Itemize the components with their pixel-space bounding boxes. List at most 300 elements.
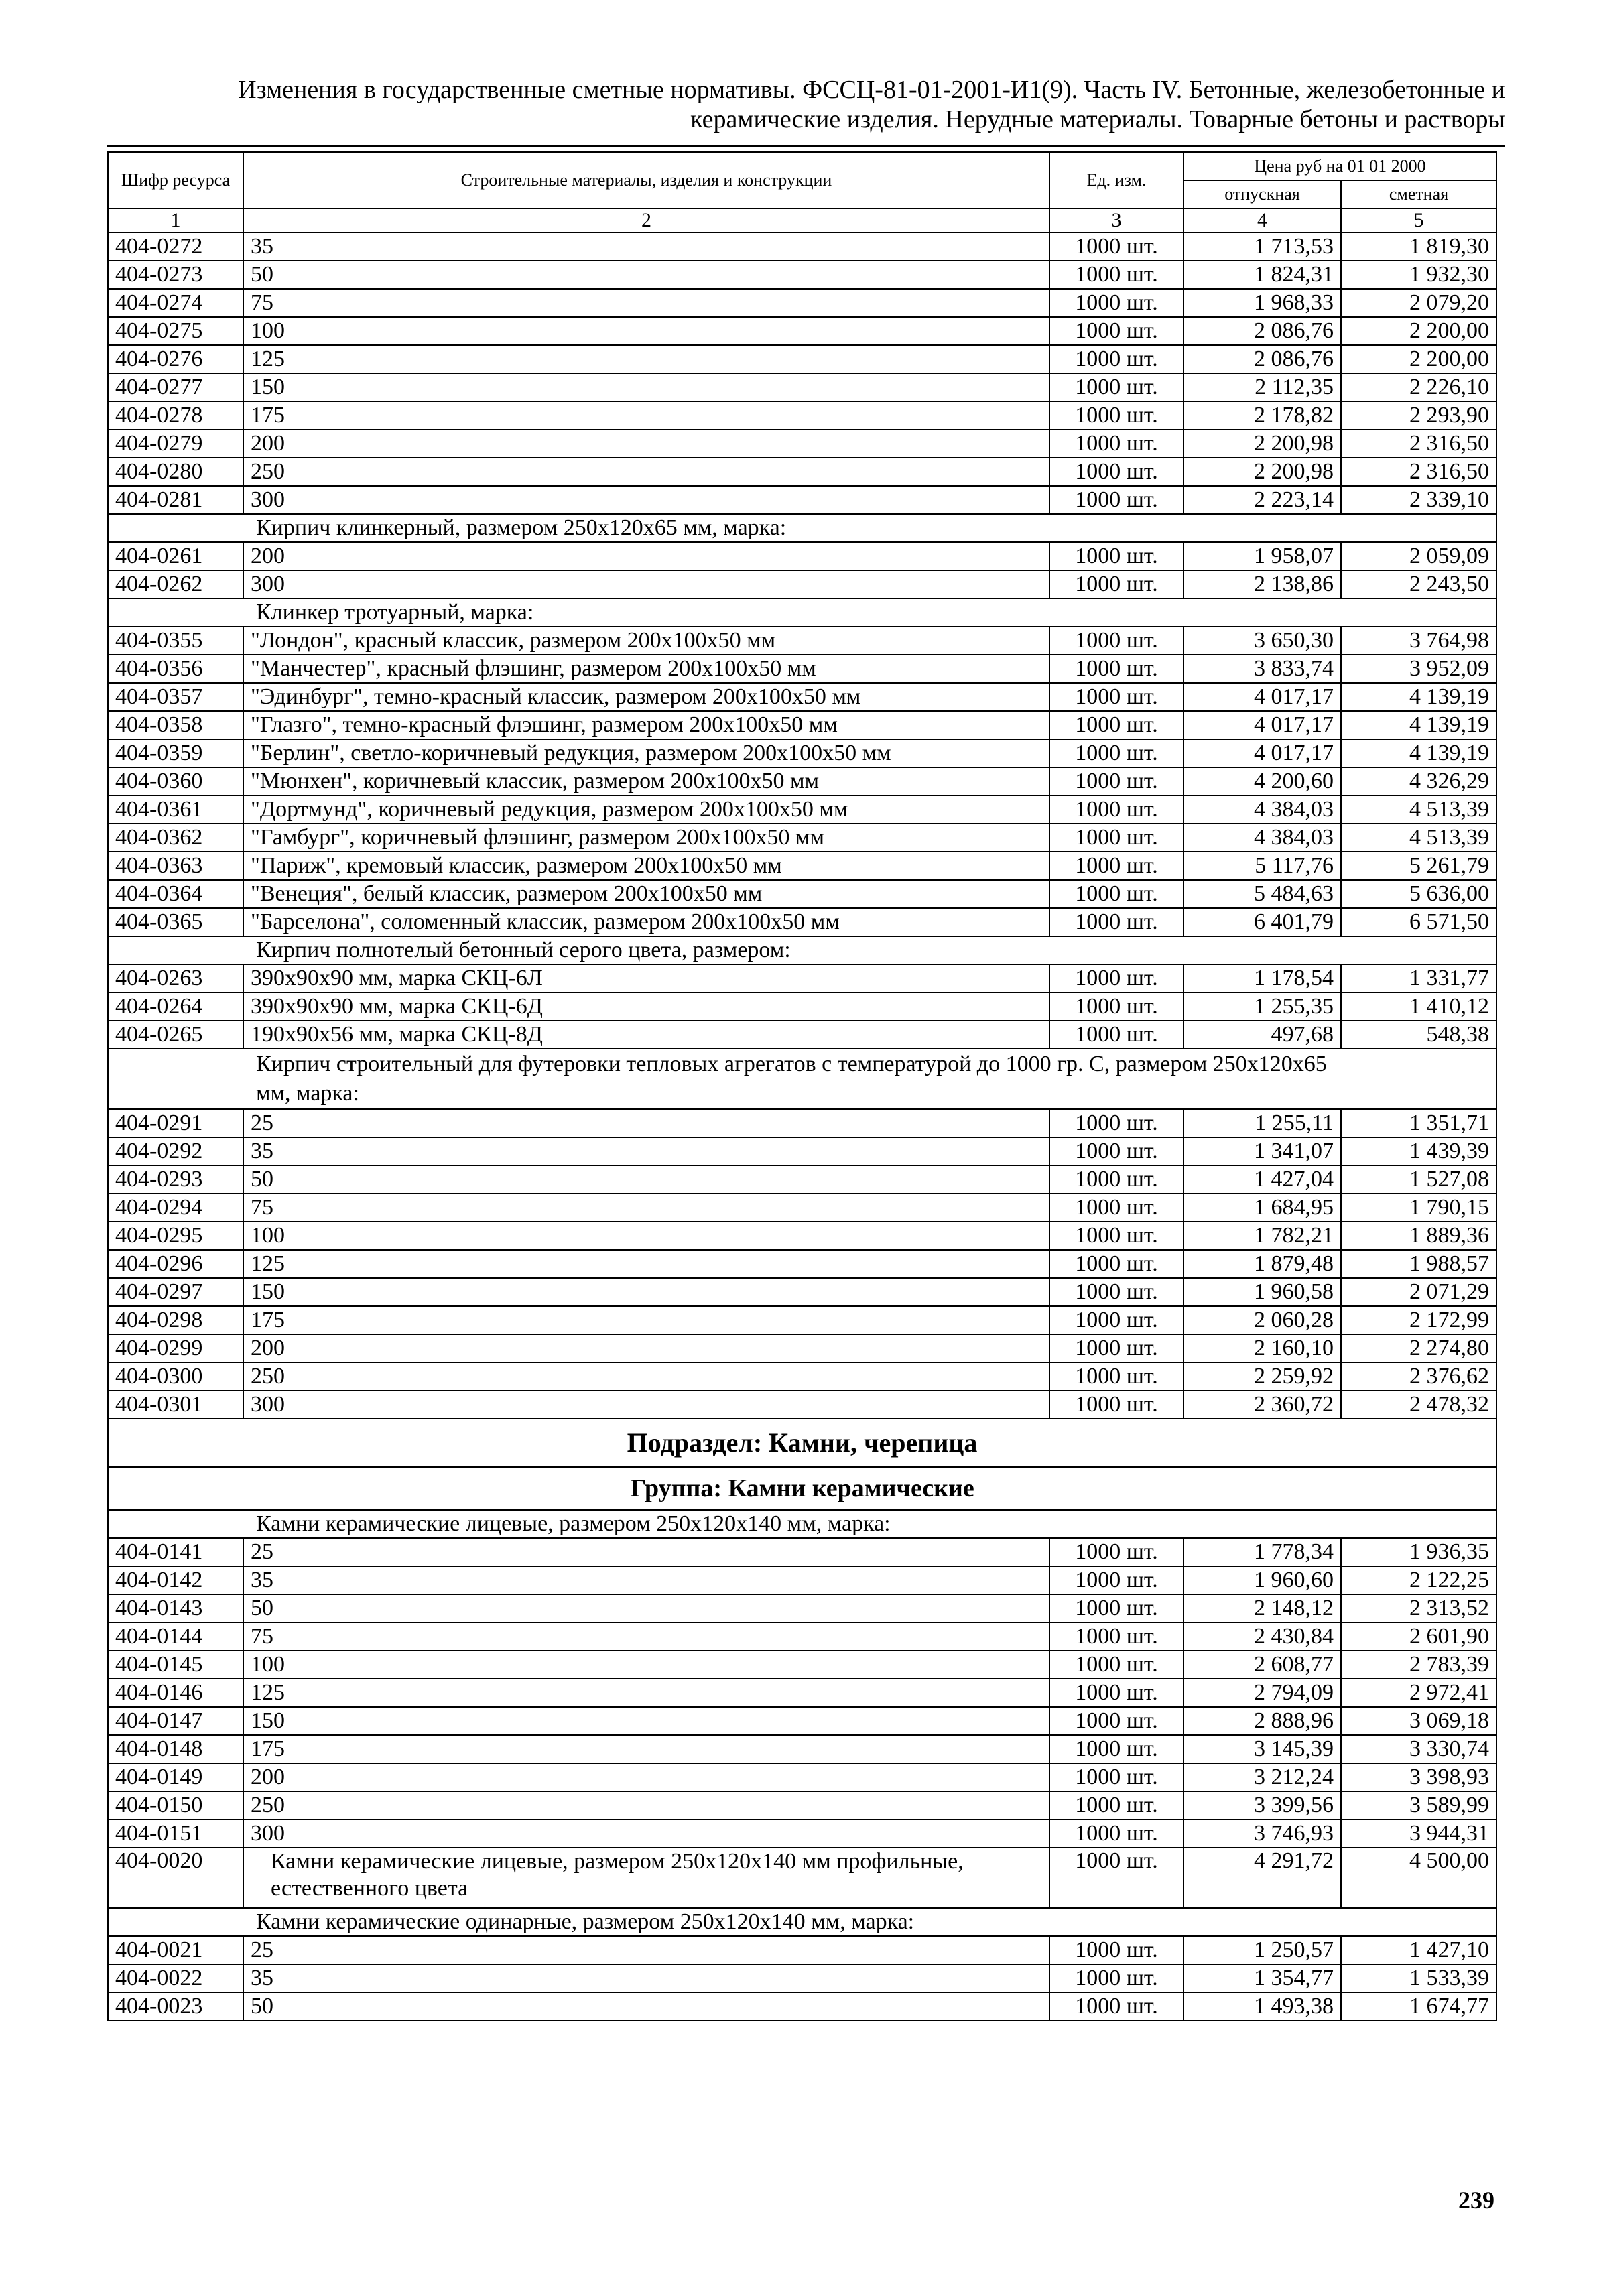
material-name: "Берлин", светло-коричневый редукция, размером 200х100х50 мм — [243, 739, 1049, 767]
material-name: "Барселона", соломенный классик, размером 200х100х50 мм — [243, 908, 1049, 936]
table-row — [108, 345, 1496, 373]
table-row — [108, 1651, 1496, 1679]
table-row — [108, 570, 1496, 598]
material-name: 300 — [243, 1391, 1049, 1419]
table-row — [108, 1538, 1496, 1566]
unit: 1000 шт. — [1049, 1538, 1184, 1566]
unit: 1000 шт. — [1049, 908, 1184, 936]
release-price: 2 086,76 — [1184, 345, 1341, 373]
unit: 1000 шт. — [1049, 486, 1184, 514]
material-name: 25 — [243, 1538, 1049, 1566]
resource-code: 404-0151 — [108, 1820, 243, 1848]
group-lead-row — [108, 1908, 1496, 1936]
resource-code: 404-0362 — [108, 824, 243, 852]
resource-code: 404-0360 — [108, 767, 243, 795]
table-row — [108, 1964, 1496, 1992]
resource-code: 404-0358 — [108, 711, 243, 739]
unit: 1000 шт. — [1049, 1137, 1184, 1165]
table-row — [108, 1992, 1496, 2021]
release-price: 2 888,96 — [1184, 1707, 1341, 1735]
release-price: 1 255,11 — [1184, 1109, 1341, 1137]
table-row — [108, 1021, 1496, 1049]
resource-code: 404-0150 — [108, 1791, 243, 1820]
unit: 1000 шт. — [1049, 1791, 1184, 1820]
table-row — [108, 430, 1496, 458]
estimate-price: 3 764,98 — [1341, 627, 1496, 655]
release-price: 4 017,17 — [1184, 739, 1341, 767]
resource-code: 404-0300 — [108, 1362, 243, 1391]
material-name: 150 — [243, 1278, 1049, 1306]
estimate-price: 1 439,39 — [1341, 1137, 1496, 1165]
table-row — [108, 908, 1496, 936]
unit: 1000 шт. — [1049, 458, 1184, 486]
table-row — [108, 1566, 1496, 1594]
group-lead-text: Камни керамические одинарные, размером 250х120х140 мм, марка: — [108, 1908, 1496, 1936]
material-name: 100 — [243, 1651, 1049, 1679]
material-name: 50 — [243, 261, 1049, 289]
group-title: Группа: Камни керамические — [108, 1467, 1496, 1510]
unit: 1000 шт. — [1049, 683, 1184, 711]
release-price: 1 960,60 — [1184, 1566, 1341, 1594]
table-row — [108, 373, 1496, 401]
material-name: 200 — [243, 542, 1049, 570]
table-row — [108, 1194, 1496, 1222]
table-row — [108, 964, 1496, 993]
column-header-release: отпускная — [1184, 180, 1341, 208]
release-price: 2 138,86 — [1184, 570, 1341, 598]
material-name: 125 — [243, 345, 1049, 373]
resource-code: 404-0279 — [108, 430, 243, 458]
material-name: 125 — [243, 1250, 1049, 1278]
estimate-price: 2 226,10 — [1341, 373, 1496, 401]
unit: 1000 шт. — [1049, 542, 1184, 570]
resource-code: 404-0364 — [108, 880, 243, 908]
group-lead-row — [108, 598, 1496, 627]
group-title-row — [108, 1467, 1496, 1510]
table-row — [108, 655, 1496, 683]
unit: 1000 шт. — [1049, 964, 1184, 993]
unit: 1000 шт. — [1049, 1763, 1184, 1791]
resource-code: 404-0356 — [108, 655, 243, 683]
unit: 1000 шт. — [1049, 824, 1184, 852]
subsection-title: Подраздел: Камни, черепица — [108, 1419, 1496, 1467]
unit: 1000 шт. — [1049, 1936, 1184, 1964]
release-price: 1 178,54 — [1184, 964, 1341, 993]
estimate-price: 4 139,19 — [1341, 711, 1496, 739]
resource-code: 404-0357 — [108, 683, 243, 711]
unit: 1000 шт. — [1049, 233, 1184, 261]
estimate-price: 3 944,31 — [1341, 1820, 1496, 1848]
table-row — [108, 1791, 1496, 1820]
unit: 1000 шт. — [1049, 1362, 1184, 1391]
table-row — [108, 261, 1496, 289]
table-row — [108, 739, 1496, 767]
resource-code: 404-0022 — [108, 1964, 243, 1992]
table-row — [108, 1334, 1496, 1362]
page-header — [107, 75, 1505, 134]
release-price: 2 148,12 — [1184, 1594, 1341, 1622]
table-row — [108, 824, 1496, 852]
release-price: 2 360,72 — [1184, 1391, 1341, 1419]
unit: 1000 шт. — [1049, 1391, 1184, 1419]
group-lead-row — [108, 514, 1496, 542]
estimate-price: 2 293,90 — [1341, 401, 1496, 430]
release-price: 4 384,03 — [1184, 824, 1341, 852]
group-lead-text: Камни керамические лицевые, размером 250х120х140 мм, марка: — [108, 1510, 1496, 1538]
resource-code: 404-0275 — [108, 317, 243, 345]
release-price: 1 684,95 — [1184, 1194, 1341, 1222]
estimate-price: 2 172,99 — [1341, 1306, 1496, 1334]
table-body — [108, 233, 1496, 2021]
table-row — [108, 458, 1496, 486]
resource-code: 404-0143 — [108, 1594, 243, 1622]
material-name: 35 — [243, 1137, 1049, 1165]
estimate-price: 1 932,30 — [1341, 261, 1496, 289]
release-price: 2 086,76 — [1184, 317, 1341, 345]
release-price: 4 017,17 — [1184, 711, 1341, 739]
resource-code: 404-0262 — [108, 570, 243, 598]
material-name: 75 — [243, 289, 1049, 317]
column-number: 1 — [108, 208, 243, 233]
table-row — [108, 289, 1496, 317]
release-price: 2 200,98 — [1184, 430, 1341, 458]
group-lead-text: Кирпич клинкерный, размером 250х120х65 мм, марка: — [108, 514, 1496, 542]
estimate-price: 1 988,57 — [1341, 1250, 1496, 1278]
unit: 1000 шт. — [1049, 1679, 1184, 1707]
table-row — [108, 1763, 1496, 1791]
material-name: "Гамбург", коричневый флэшинг, размером 200х100х50 мм — [243, 824, 1049, 852]
unit: 1000 шт. — [1049, 993, 1184, 1021]
release-price: 2 608,77 — [1184, 1651, 1341, 1679]
estimate-price: 2 122,25 — [1341, 1566, 1496, 1594]
resource-code: 404-0148 — [108, 1735, 243, 1763]
unit: 1000 шт. — [1049, 1250, 1184, 1278]
page-number: 239 — [1458, 2187, 1494, 2214]
unit: 1000 шт. — [1049, 345, 1184, 373]
release-price: 1 341,07 — [1184, 1137, 1341, 1165]
resource-code: 404-0359 — [108, 739, 243, 767]
estimate-price: 5 261,79 — [1341, 852, 1496, 880]
group-lead-row — [108, 1510, 1496, 1538]
column-header-unit: Ед. изм. — [1049, 152, 1184, 208]
unit: 1000 шт. — [1049, 1306, 1184, 1334]
material-name: 50 — [243, 1594, 1049, 1622]
table-row — [108, 486, 1496, 514]
table-row — [108, 1707, 1496, 1735]
resource-code: 404-0141 — [108, 1538, 243, 1566]
resource-code: 404-0144 — [108, 1622, 243, 1651]
release-price: 2 060,28 — [1184, 1306, 1341, 1334]
unit: 1000 шт. — [1049, 1735, 1184, 1763]
unit: 1000 шт. — [1049, 570, 1184, 598]
unit: 1000 шт. — [1049, 655, 1184, 683]
table-row — [108, 1137, 1496, 1165]
table-row — [108, 1622, 1496, 1651]
estimate-price: 2 339,10 — [1341, 486, 1496, 514]
material-name: 250 — [243, 1362, 1049, 1391]
estimate-price: 1 351,71 — [1341, 1109, 1496, 1137]
resource-code: 404-0263 — [108, 964, 243, 993]
group-lead-text: Кирпич полнотелый бетонный серого цвета, размером: — [108, 936, 1496, 964]
resource-code: 404-0274 — [108, 289, 243, 317]
column-number: 2 — [243, 208, 1049, 233]
material-name: 150 — [243, 373, 1049, 401]
release-price: 1 960,58 — [1184, 1278, 1341, 1306]
unit: 1000 шт. — [1049, 767, 1184, 795]
table-row — [108, 317, 1496, 345]
material-name: 175 — [243, 1306, 1049, 1334]
resource-code: 404-0363 — [108, 852, 243, 880]
material-name: "Эдинбург", темно-красный классик, размером 200х100х50 мм — [243, 683, 1049, 711]
release-price: 1 824,31 — [1184, 261, 1341, 289]
unit: 1000 шт. — [1049, 795, 1184, 824]
release-price: 1 250,57 — [1184, 1936, 1341, 1964]
estimate-price: 1 331,77 — [1341, 964, 1496, 993]
unit: 1000 шт. — [1049, 1566, 1184, 1594]
estimate-price: 2 079,20 — [1341, 289, 1496, 317]
column-number: 3 — [1049, 208, 1184, 233]
estimate-price: 2 783,39 — [1341, 1651, 1496, 1679]
release-price: 4 017,17 — [1184, 683, 1341, 711]
column-header-estimate: сметная — [1341, 180, 1496, 208]
material-name: 250 — [243, 458, 1049, 486]
table-row — [108, 711, 1496, 739]
estimate-price: 1 533,39 — [1341, 1964, 1496, 1992]
resource-code: 404-0299 — [108, 1334, 243, 1362]
release-price: 1 778,34 — [1184, 1538, 1341, 1566]
estimate-price: 2 316,50 — [1341, 458, 1496, 486]
material-name: 100 — [243, 1222, 1049, 1250]
resource-code: 404-0272 — [108, 233, 243, 261]
estimate-price: 3 069,18 — [1341, 1707, 1496, 1735]
price-table — [107, 151, 1497, 2021]
table-row — [108, 1250, 1496, 1278]
resource-code: 404-0293 — [108, 1165, 243, 1194]
table-row — [108, 1222, 1496, 1250]
column-numbers-row — [108, 208, 1496, 233]
column-header-price-group: Цена руб на 01 01 2000 — [1184, 152, 1496, 180]
estimate-price: 1 410,12 — [1341, 993, 1496, 1021]
release-price: 3 145,39 — [1184, 1735, 1341, 1763]
unit: 1000 шт. — [1049, 261, 1184, 289]
material-name: 190х90х56 мм, марка СКЦ-8Д — [243, 1021, 1049, 1049]
unit: 1000 шт. — [1049, 880, 1184, 908]
estimate-price: 4 500,00 — [1341, 1848, 1496, 1908]
release-price: 2 259,92 — [1184, 1362, 1341, 1391]
estimate-price: 5 636,00 — [1341, 880, 1496, 908]
estimate-price: 548,38 — [1341, 1021, 1496, 1049]
material-name: 390х90х90 мм, марка СКЦ-6Л — [243, 964, 1049, 993]
resource-code: 404-0355 — [108, 627, 243, 655]
material-name: 25 — [243, 1936, 1049, 1964]
unit: 1000 шт. — [1049, 1021, 1184, 1049]
estimate-price: 3 952,09 — [1341, 655, 1496, 683]
table-row — [108, 880, 1496, 908]
unit: 1000 шт. — [1049, 852, 1184, 880]
group-lead-row — [108, 1049, 1496, 1109]
resource-code: 404-0296 — [108, 1250, 243, 1278]
estimate-price: 2 316,50 — [1341, 430, 1496, 458]
resource-code: 404-0294 — [108, 1194, 243, 1222]
release-price: 497,68 — [1184, 1021, 1341, 1049]
unit: 1000 шт. — [1049, 1820, 1184, 1848]
material-name: 75 — [243, 1622, 1049, 1651]
resource-code: 404-0149 — [108, 1763, 243, 1791]
estimate-price: 2 071,29 — [1341, 1278, 1496, 1306]
unit: 1000 шт. — [1049, 1334, 1184, 1362]
unit: 1000 шт. — [1049, 317, 1184, 345]
material-name: 75 — [243, 1194, 1049, 1222]
table-row — [108, 795, 1496, 824]
material-name: 250 — [243, 1791, 1049, 1820]
table-row — [108, 542, 1496, 570]
resource-code: 404-0278 — [108, 401, 243, 430]
resource-code: 404-0264 — [108, 993, 243, 1021]
release-price: 1 879,48 — [1184, 1250, 1341, 1278]
unit: 1000 шт. — [1049, 430, 1184, 458]
release-price: 2 794,09 — [1184, 1679, 1341, 1707]
release-price: 1 493,38 — [1184, 1992, 1341, 2021]
release-price: 2 112,35 — [1184, 373, 1341, 401]
estimate-price: 2 601,90 — [1341, 1622, 1496, 1651]
estimate-price: 2 313,52 — [1341, 1594, 1496, 1622]
table-row — [108, 683, 1496, 711]
resource-code: 404-0292 — [108, 1137, 243, 1165]
estimate-price: 3 330,74 — [1341, 1735, 1496, 1763]
release-price: 3 833,74 — [1184, 655, 1341, 683]
material-name: 100 — [243, 317, 1049, 345]
estimate-price: 1 936,35 — [1341, 1538, 1496, 1566]
release-price: 5 484,63 — [1184, 880, 1341, 908]
column-number: 5 — [1341, 208, 1496, 233]
estimate-price: 2 200,00 — [1341, 345, 1496, 373]
estimate-price: 4 513,39 — [1341, 824, 1496, 852]
estimate-price: 1 889,36 — [1341, 1222, 1496, 1250]
table-row — [108, 1594, 1496, 1622]
material-name: 25 — [243, 1109, 1049, 1137]
release-price: 4 384,03 — [1184, 795, 1341, 824]
unit: 1000 шт. — [1049, 627, 1184, 655]
unit: 1000 шт. — [1049, 1964, 1184, 1992]
resource-code: 404-0295 — [108, 1222, 243, 1250]
estimate-price: 4 513,39 — [1341, 795, 1496, 824]
resource-code: 404-0145 — [108, 1651, 243, 1679]
release-price: 4 291,72 — [1184, 1848, 1341, 1908]
table-row — [108, 1391, 1496, 1419]
unit: 1000 шт. — [1049, 289, 1184, 317]
release-price: 1 354,77 — [1184, 1964, 1341, 1992]
unit: 1000 шт. — [1049, 1848, 1184, 1908]
unit: 1000 шт. — [1049, 711, 1184, 739]
material-name: "Мюнхен", коричневый классик, размером 200х100х50 мм — [243, 767, 1049, 795]
header-title-line1: Изменения в государственные сметные нормативы. ФССЦ-81-01-2001-И1(9). Часть IV. Бетонные, железобетонные и — [238, 76, 1505, 104]
resource-code: 404-0361 — [108, 795, 243, 824]
release-price: 6 401,79 — [1184, 908, 1341, 936]
estimate-price: 6 571,50 — [1341, 908, 1496, 936]
table-row — [108, 1848, 1496, 1908]
resource-code: 404-0301 — [108, 1391, 243, 1419]
material-name: 200 — [243, 430, 1049, 458]
release-price: 3 746,93 — [1184, 1820, 1341, 1848]
release-price: 2 200,98 — [1184, 458, 1341, 486]
estimate-price: 3 589,99 — [1341, 1791, 1496, 1820]
material-name: 175 — [243, 1735, 1049, 1763]
estimate-price: 4 326,29 — [1341, 767, 1496, 795]
material-name: "Дортмунд", коричневый редукция, размером 200х100х50 мм — [243, 795, 1049, 824]
estimate-price: 1 427,10 — [1341, 1936, 1496, 1964]
table-row — [108, 627, 1496, 655]
table-row — [108, 1820, 1496, 1848]
unit: 1000 шт. — [1049, 739, 1184, 767]
material-name: 35 — [243, 1964, 1049, 1992]
material-name: 35 — [243, 1566, 1049, 1594]
table-row — [108, 993, 1496, 1021]
release-price: 2 160,10 — [1184, 1334, 1341, 1362]
resource-code: 404-0273 — [108, 261, 243, 289]
unit: 1000 шт. — [1049, 1707, 1184, 1735]
unit: 1000 шт. — [1049, 373, 1184, 401]
group-lead-text: Кирпич строительный для футеровки тепловых агрегатов с температурой до 1000 гр. С, размером 250х120х65 мм, марка: — [108, 1049, 1496, 1109]
resource-code: 404-0276 — [108, 345, 243, 373]
release-price: 4 200,60 — [1184, 767, 1341, 795]
unit: 1000 шт. — [1049, 1651, 1184, 1679]
resource-code: 404-0265 — [108, 1021, 243, 1049]
resource-code: 404-0142 — [108, 1566, 243, 1594]
resource-code: 404-0147 — [108, 1707, 243, 1735]
material-name: "Лондон", красный классик, размером 200х100х50 мм — [243, 627, 1049, 655]
table-row — [108, 1679, 1496, 1707]
header-title-line2: керамические изделия. Нерудные материалы. Товарные бетоны и растворы — [690, 105, 1505, 133]
column-number: 4 — [1184, 208, 1341, 233]
resource-code: 404-0280 — [108, 458, 243, 486]
estimate-price: 2 200,00 — [1341, 317, 1496, 345]
release-price: 1 968,33 — [1184, 289, 1341, 317]
resource-code: 404-0298 — [108, 1306, 243, 1334]
estimate-price: 1 674,77 — [1341, 1992, 1496, 2021]
estimate-price: 4 139,19 — [1341, 739, 1496, 767]
material-name: 200 — [243, 1334, 1049, 1362]
estimate-price: 2 376,62 — [1341, 1362, 1496, 1391]
resource-code: 404-0021 — [108, 1936, 243, 1964]
resource-code: 404-0023 — [108, 1992, 243, 2021]
table-row — [108, 1109, 1496, 1137]
resource-code: 404-0277 — [108, 373, 243, 401]
column-header-name: Строительные материалы, изделия и конструкции — [243, 152, 1049, 208]
release-price: 2 178,82 — [1184, 401, 1341, 430]
estimate-price: 3 398,93 — [1341, 1763, 1496, 1791]
estimate-price: 1 819,30 — [1341, 233, 1496, 261]
estimate-price: 2 243,50 — [1341, 570, 1496, 598]
subsection-title-row — [108, 1419, 1496, 1467]
resource-code: 404-0291 — [108, 1109, 243, 1137]
resource-code: 404-0365 — [108, 908, 243, 936]
resource-code: 404-0261 — [108, 542, 243, 570]
release-price: 1 713,53 — [1184, 233, 1341, 261]
release-price: 3 650,30 — [1184, 627, 1341, 655]
table-row — [108, 233, 1496, 261]
release-price: 1 255,35 — [1184, 993, 1341, 1021]
unit: 1000 шт. — [1049, 1622, 1184, 1651]
table-row — [108, 401, 1496, 430]
unit: 1000 шт. — [1049, 1278, 1184, 1306]
table-row — [108, 1735, 1496, 1763]
estimate-price: 2 478,32 — [1341, 1391, 1496, 1419]
estimate-price: 1 790,15 — [1341, 1194, 1496, 1222]
group-lead-row — [108, 936, 1496, 964]
estimate-price: 1 527,08 — [1341, 1165, 1496, 1194]
header-rule — [107, 145, 1505, 147]
estimate-price: 2 972,41 — [1341, 1679, 1496, 1707]
